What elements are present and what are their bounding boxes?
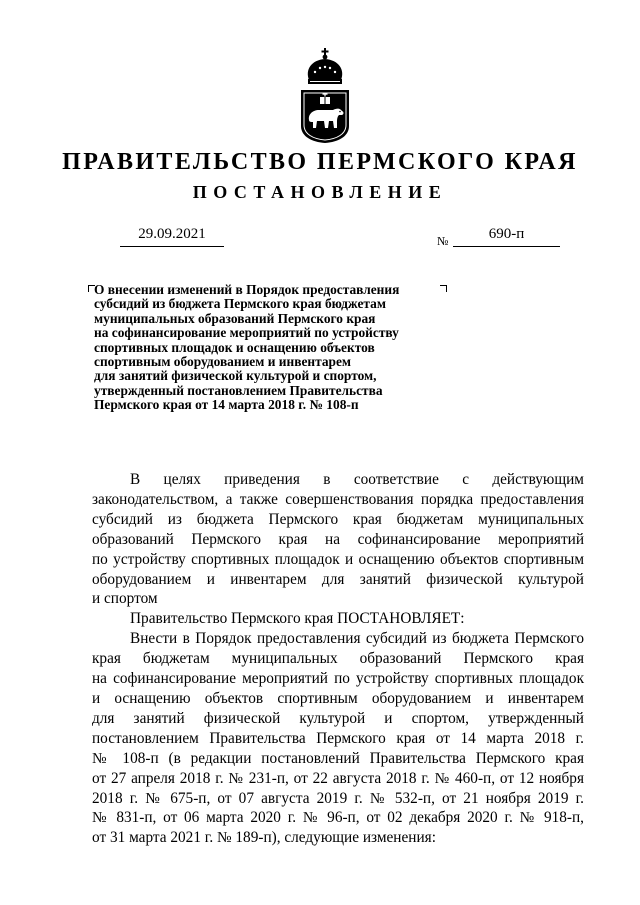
body-line: и спортом <box>92 590 158 608</box>
coat-of-arms-icon <box>299 48 351 144</box>
body-line: В целях приведения в соответствие с действующим <box>130 471 584 488</box>
subject-line: спортивным оборудованием и инвентарем <box>94 354 352 370</box>
subject-line: субсидий из бюджета Пермского края бюджетам <box>94 296 386 312</box>
body-line: образований Пермского края на софинансирование мероприятий <box>92 530 584 548</box>
body-line: законодательством, а также совершенствования порядка предоставления <box>92 490 584 508</box>
body-line: субсидий из бюджета Пермского края бюджетам муниципальных <box>92 510 584 528</box>
subject-line: для занятий физической культурой и спортом, <box>94 368 377 384</box>
subject-line: на софинансирование мероприятий по устройству <box>94 325 399 341</box>
government-title: ПРАВИТЕЛЬСТВО ПЕРМСКОГО КРАЯ <box>62 149 578 175</box>
body-line: края бюджетам муниципальных образований Пермского края <box>92 650 584 668</box>
body-line: от 27 апреля 2018 г. № 231-п, от 22 августа 2018 г. № 460-п, от 12 ноября <box>92 769 584 787</box>
document-date: 29.09.2021 <box>138 226 206 242</box>
body-line: № 108-п (в редакции постановлений Правительства Пермского края <box>92 749 584 767</box>
document-number: 690-п <box>488 226 525 242</box>
body-line: № 831-п, от 06 марта 2020 г. № 96-п, от 02 декабря 2020 г. № 918-п, <box>92 809 584 827</box>
document-body <box>92 470 584 848</box>
document-subject <box>94 283 474 413</box>
number-underline <box>453 246 560 247</box>
body-line: оборудованием и инвентарем для занятий физической культурой <box>92 570 584 588</box>
body-line: 2018 г. № 675-п, от 07 августа 2019 г. № 532-п, от 21 ноября 2019 г. <box>92 789 584 807</box>
body-line: на софинансирование мероприятий по устройству спортивных площадок <box>92 670 584 688</box>
body-line: постановлением Правительства Пермского края от 14 марта 2018 г. <box>92 729 584 747</box>
subject-line: спортивных площадок и оснащению объектов <box>94 339 375 355</box>
body-line: по устройству спортивных площадок и оснащению объектов спортивным <box>92 550 584 568</box>
resolution-statement: Правительство Пермского края ПОСТАНОВЛЯЕТ: <box>130 610 465 628</box>
document-date-field <box>120 225 224 247</box>
number-sign: № <box>437 234 449 248</box>
subject-line: утвержденный постановлением Правительства <box>94 382 383 398</box>
body-line: для занятий физической культурой и спортом, утвержденный <box>92 709 584 727</box>
body-line: от 31 марта 2021 г. № 189-п), следующие изменения: <box>92 829 436 847</box>
date-underline <box>120 246 224 247</box>
document-type: ПОСТАНОВЛЕНИЕ <box>192 182 448 202</box>
subject-line: Пермского края от 14 марта 2018 г. № 108-п <box>94 397 359 413</box>
subject-line: О внесении изменений в Порядок предоставления <box>94 282 400 297</box>
body-line: Внести в Порядок предоставления субсидий из бюджета Пермского <box>130 630 584 648</box>
subject-line: муниципальных образований Пермского края <box>94 310 376 326</box>
document-number-field <box>453 225 560 247</box>
body-line: и оснащению объектов спортивным оборудованием и инвентарем <box>92 689 584 707</box>
